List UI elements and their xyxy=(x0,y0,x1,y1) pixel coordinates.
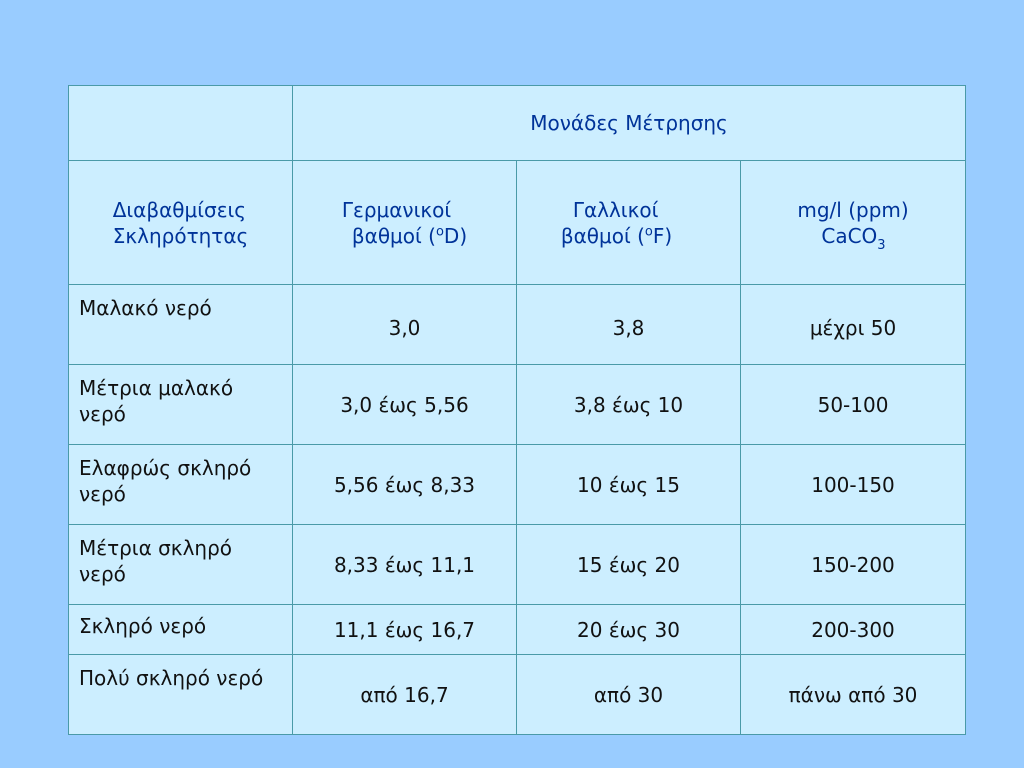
row-value-french: 20 έως 30 xyxy=(517,605,741,655)
col-header-french-line2-pre: βαθμοί ( xyxy=(560,223,645,248)
row-value-german: από 16,7 xyxy=(293,655,517,735)
col-header-french-line2-post: F) xyxy=(652,223,673,248)
row-value-mg: 50-100 xyxy=(741,365,966,445)
row-category: Μέτρια σκληρό νερό xyxy=(69,525,293,605)
table-row xyxy=(69,445,966,525)
row-value-mg: μέχρι 50 xyxy=(741,285,966,365)
row-value-mg: 150-200 xyxy=(741,525,966,605)
col-header-french-degrees xyxy=(517,161,741,285)
row-value-german: 3,0 έως 5,56 xyxy=(293,365,517,445)
col-header-mg-per-liter xyxy=(741,161,966,285)
col-header-mg-line1: mg/l (ppm) xyxy=(797,197,909,222)
col-header-hardness-grades xyxy=(69,161,293,285)
row-category: Μέτρια μαλακό νερό xyxy=(69,365,293,445)
row-value-german: 11,1 έως 16,7 xyxy=(293,605,517,655)
table-row xyxy=(69,365,966,445)
row-value-mg: 100-150 xyxy=(741,445,966,525)
col-header-mg-sub: 3 xyxy=(877,237,886,253)
table-row xyxy=(69,525,966,605)
row-value-mg: πάνω από 30 xyxy=(741,655,966,735)
header-row-columns xyxy=(69,161,966,285)
col-header-german-line2-post: D) xyxy=(443,223,468,248)
col-header-german-line2-pre: βαθμοί ( xyxy=(351,223,436,248)
col-header-french-sup: o xyxy=(644,223,653,239)
row-value-french: 3,8 xyxy=(517,285,741,365)
row-category: Μαλακό νερό xyxy=(69,285,293,365)
row-value-german: 3,0 xyxy=(293,285,517,365)
col-header-german-line1: Γερμανικοί xyxy=(341,197,452,222)
table-row xyxy=(69,655,966,735)
row-value-french: 10 έως 15 xyxy=(517,445,741,525)
table-row xyxy=(69,605,966,655)
col-header-hardness-line1: Διαβαθμίσεις xyxy=(112,197,247,222)
water-hardness-table xyxy=(68,85,966,735)
row-category: Σκληρό νερό xyxy=(69,605,293,655)
col-header-french-line1: Γαλλικοί xyxy=(572,197,659,222)
header-row-top xyxy=(69,86,966,161)
row-category: Ελαφρώς σκληρό νερό xyxy=(69,445,293,525)
table-row xyxy=(69,285,966,365)
empty-corner-cell xyxy=(69,86,293,161)
col-header-german-sup: o xyxy=(435,223,444,239)
row-value-german: 5,56 έως 8,33 xyxy=(293,445,517,525)
col-header-mg-line2-pre: CaCO xyxy=(821,223,878,248)
row-category: Πολύ σκληρό νερό xyxy=(69,655,293,735)
row-value-german: 8,33 έως 11,1 xyxy=(293,525,517,605)
row-value-french: από 30 xyxy=(517,655,741,735)
row-value-french: 15 έως 20 xyxy=(517,525,741,605)
row-value-mg: 200-300 xyxy=(741,605,966,655)
col-header-hardness-line2: Σκληρότητας xyxy=(112,223,249,248)
col-header-german-degrees xyxy=(293,161,517,285)
row-value-french: 3,8 έως 10 xyxy=(517,365,741,445)
units-header: Μονάδες Μέτρησης xyxy=(293,86,966,161)
